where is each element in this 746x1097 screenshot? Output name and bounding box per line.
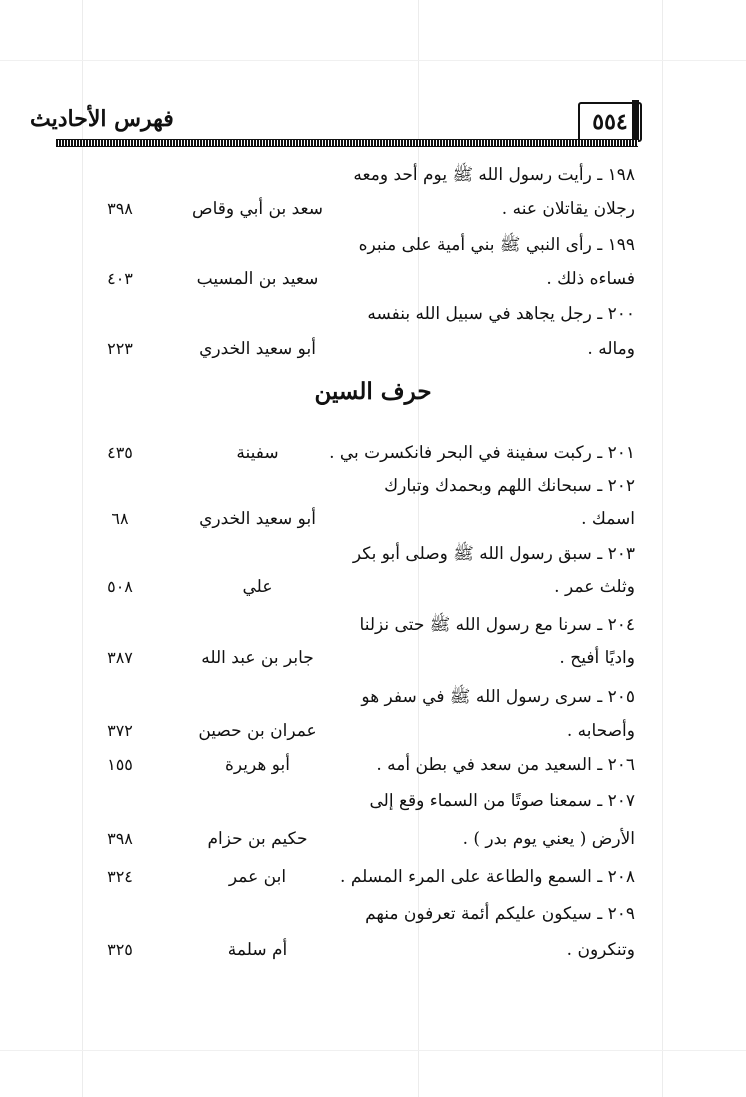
hadith-text: ٢٠٦ ـ السعيد من سعد في بطن أمه . [376,755,635,775]
hadith-text: الأرض ( يعني يوم بدر ) . [462,829,635,849]
index-entry-line [0,476,746,510]
index-entry-line [0,867,746,901]
index-entry-line [0,443,746,477]
index-entry-line [0,304,746,338]
hadith-text: ٢٠٧ ـ سمعنا صوتًا من السماء وقع إلى [369,791,635,811]
narrator-name: أبو سعيد الخدري [199,339,316,359]
index-entry-line [0,339,746,373]
page-reference: ٣٩٨ [107,199,133,218]
narrator-name: سعد بن أبي وقاص [192,199,323,219]
page-reference: ٣٨٧ [107,648,133,667]
narrator-name: ابن عمر [228,867,287,887]
index-entry-line [0,199,746,233]
narrator-name: أبو سعيد الخدري [199,509,316,529]
page-reference: ٣٩٨ [107,829,133,848]
narrator-name: جابر بن عبد الله [201,648,314,668]
index-entry-line [0,577,746,611]
page-reference: ٥٠٨ [107,577,133,596]
page-reference: ٣٧٢ [107,721,133,740]
index-entry-line [0,509,746,543]
hadith-text: رجلان يقاتلان عنه . [501,199,635,219]
hadith-text: ٢٠٩ ـ سيكون عليكم أئمة تعرفون منهم [365,904,635,924]
hadith-text: اسمك . [581,509,635,529]
page-reference: ٤٣٥ [107,443,133,462]
index-entry-line [0,234,746,268]
index-entry-line [0,269,746,303]
hadith-text: واديًا أفيح . [559,648,635,668]
hadith-text: وأصحابه . [566,721,635,741]
hadith-text: وثلث عمر . [554,577,635,597]
scan-artifact-line [0,1050,746,1051]
index-entry-line [0,904,746,938]
index-entry-line [0,686,746,720]
hadith-text: ٢٠٢ ـ سبحانك اللهم وبحمدك وتبارك [384,476,635,496]
hadith-text: ٢٠٠ ـ رجل يجاهد في سبيل الله بنفسه [367,304,635,324]
page-reference: ٢٢٣ [107,339,133,358]
page-number-tab-decoration [632,100,639,140]
narrator-name: أبو هريرة [224,755,290,775]
index-entry-line [0,648,746,682]
hadith-text: ١٩٩ ـ رأى النبي ﷺ بني أمية على منبره [358,235,635,255]
page-number: ٥٥٤ [578,102,642,142]
narrator-name: عمران بن حصين [198,721,317,741]
hadith-text: ٢٠٨ ـ السمع والطاعة على المرء المسلم . [340,867,635,887]
hadith-text: ١٩٨ ـ رأيت رسول الله ﷺ يوم أحد ومعه [353,165,635,185]
narrator-name: سعيد بن المسيب [196,269,319,289]
index-entry-line [0,829,746,863]
narrator-name: أم سلمة [227,940,288,960]
hadith-text: وماله . [587,339,635,359]
index-entry-line [0,164,746,198]
index-entry-line [0,543,746,577]
hadith-text: ٢٠١ ـ ركبت سفينة في البحر فانكسرت بي . [329,443,635,463]
page-reference: ٣٢٤ [107,867,133,886]
header-rule [56,139,638,147]
page-reference: ٣٢٥ [107,940,133,959]
page-reference: ١٥٥ [107,755,133,774]
hadith-text: ٢٠٣ ـ سبق رسول الله ﷺ وصلى أبو بكر [352,544,635,564]
page-reference: ٤٠٣ [107,269,133,288]
hadith-text: وتنكرون . [566,940,635,960]
index-entry-line [0,721,746,755]
index-entry-line [0,755,746,789]
hadith-text: ٢٠٤ ـ سرنا مع رسول الله ﷺ حتى نزلنا [359,615,635,635]
narrator-name: سفينة [236,443,279,463]
hadith-text: فساءه ذلك . [546,269,635,289]
index-entry-line [0,940,746,974]
running-title: فهرس الأحاديث [30,106,174,132]
hadith-text: ٢٠٥ ـ سرى رسول الله ﷺ في سفر هو [361,687,635,707]
narrator-name: علي [242,577,273,597]
index-entry-line [0,791,746,825]
index-entry-line [0,614,746,648]
narrator-name: حكيم بن حزام [207,829,308,849]
page-reference: ٦٨ [111,509,129,528]
section-heading: حرف السين [314,378,432,405]
page-header [0,0,746,150]
